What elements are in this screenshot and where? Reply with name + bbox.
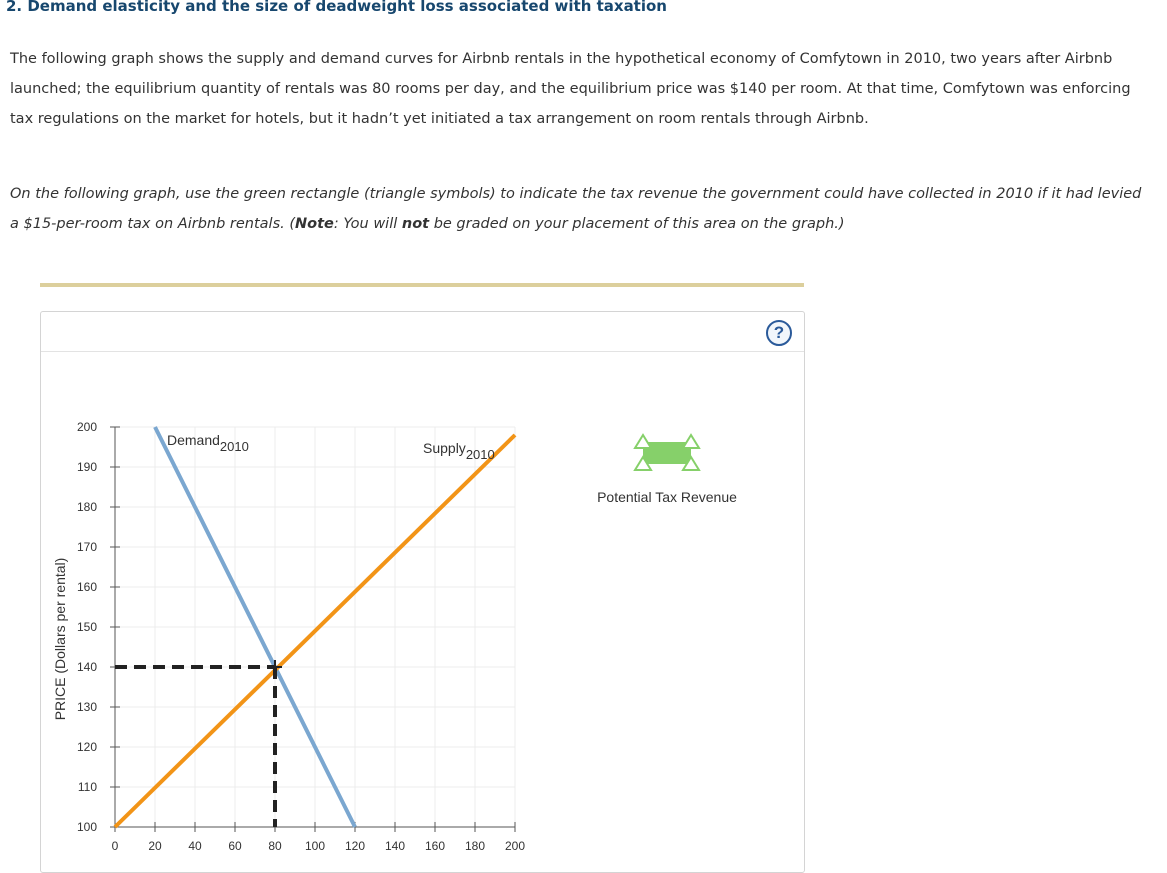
x-tick-label-160: 160 <box>424 839 446 853</box>
instruction-text-2: : You will <box>333 216 402 232</box>
x-tick-label-140: 140 <box>384 839 406 853</box>
x-tick-label-100: 100 <box>304 839 326 853</box>
legend-label-tax-revenue: Potential Tax Revenue <box>597 489 737 505</box>
x-tick-label-20: 20 <box>148 839 162 853</box>
help-button[interactable]: ? <box>766 320 792 346</box>
x-tick-label-180: 180 <box>464 839 486 853</box>
series-label-supply: Supply2010 <box>423 440 495 462</box>
y-tick-label-150: 150 <box>76 620 97 634</box>
x-tick-label-200: 200 <box>504 839 526 853</box>
y-tick-label-100: 100 <box>76 820 97 834</box>
y-tick-label-170: 170 <box>76 540 97 554</box>
y-tick-label-140: 140 <box>76 660 97 674</box>
y-tick-label-190: 190 <box>76 460 97 474</box>
question-heading: 2. Demand elasticity and the size of deadweight loss associated with taxation <box>6 0 667 15</box>
triangle-handle-icon-tr[interactable] <box>683 435 699 448</box>
instruction-note: Note <box>295 216 334 232</box>
series-label-demand: Demand2010 <box>167 432 249 454</box>
x-tick-label-120: 120 <box>344 839 366 853</box>
y-tick-label-120: 120 <box>76 740 97 754</box>
y-tick-label-130: 130 <box>76 700 97 714</box>
x-tick-label-0: 0 <box>111 839 119 853</box>
x-tick-label-40: 40 <box>188 839 202 853</box>
y-tick-label-160: 160 <box>76 580 97 594</box>
y-axis-title: PRICE (Dollars per rental) <box>52 557 68 721</box>
instruction-text-1: On the following graph, use the green rectangle (triangle symbols) to indicate the tax revenue the government could have collected in 2010 if it had levied a $15-per-room tax on Airbnb rentals. ( <box>10 186 1142 232</box>
x-tick-label-60: 60 <box>228 839 242 853</box>
instruction-text-3: be graded on your placement of this area on the graph.) <box>429 216 845 232</box>
intro-paragraph: The following graph shows the supply and demand curves for Airbnb rentals in the hypothetical economy of Comfytown in 2010, two years after Airbnb launched; the equilibrium quantity of rentals was 80 rooms per day, and the equilibrium price was $140 per room. At that time, Comfytown was enforcing tax regulations on the market for hotels, but it hadn’t yet initiated a tax arrangement on room rentals through Airbnb. <box>10 51 1131 127</box>
y-tick-label-200: 200 <box>76 420 97 434</box>
y-tick-label-180: 180 <box>76 500 97 514</box>
y-tick-label-110: 110 <box>77 780 97 794</box>
triangle-handle-icon-tl[interactable] <box>635 435 651 448</box>
x-tick-label-80: 80 <box>268 839 282 853</box>
instruction-not: not <box>401 216 430 232</box>
